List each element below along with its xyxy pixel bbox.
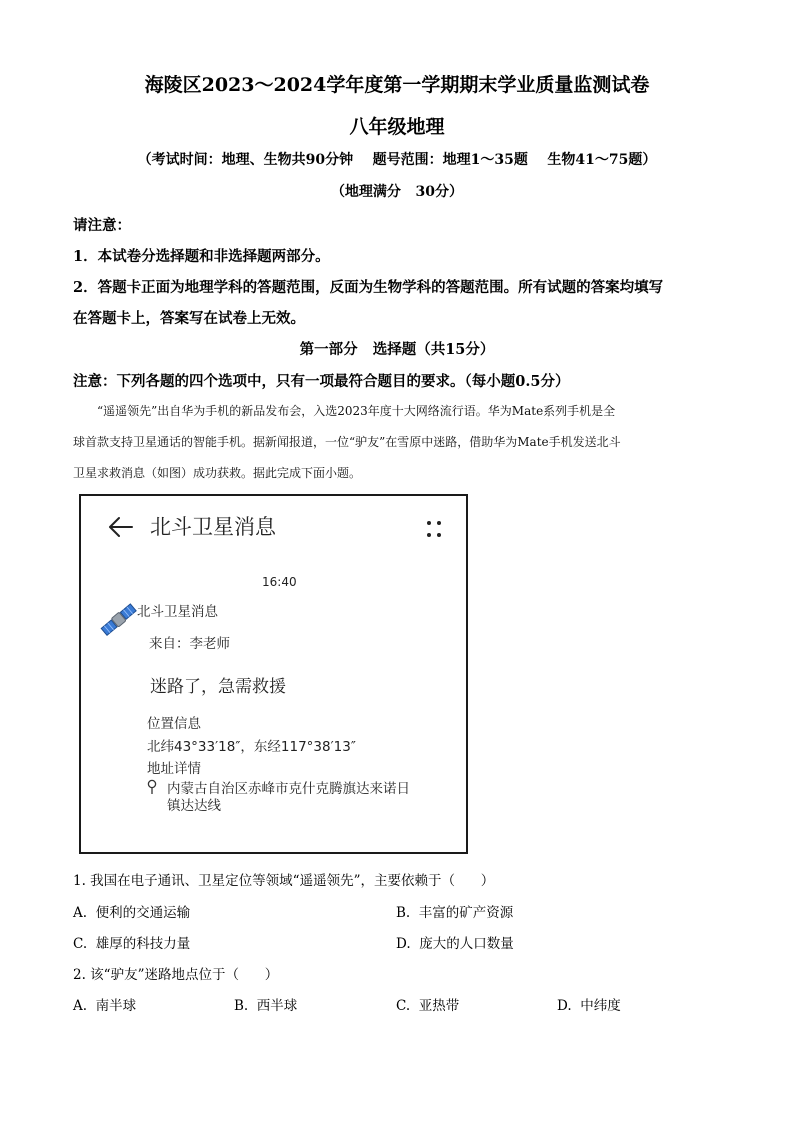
address-line-1: 内蒙古自治区赤峰市克什克腾旗达来诺日 <box>167 781 410 797</box>
passage-line-1: “遥遥领先”出自华为手机的新品发布会，入选2023年度十大网络流行语。华为Mate系列手机是全 <box>97 404 616 418</box>
message-text: 迷路了，急需救援 <box>150 677 286 697</box>
phone-screenshot-figure <box>79 494 468 854</box>
more-dots-icon <box>425 518 443 540</box>
question-2-option-a[interactable]: A. 南半球 <box>73 998 137 1014</box>
exam-time-info: （考试时间：地理、生物共90分钟 题号范围：地理1～35题 生物41～75题） <box>137 152 657 168</box>
note-item-2-line-1: 2．答题卡正面为地理学科的答题范围，反面为生物学科的答题范围。所有试题的答案均填写 <box>73 279 664 296</box>
location-label: 位置信息 <box>147 716 201 732</box>
coordinates: 北纬43°33′18″，东经117°38′13″ <box>147 739 356 755</box>
address-line-2: 镇达达线 <box>167 798 221 814</box>
section-title: 第一部分 选择题（共15分） <box>299 341 495 358</box>
back-arrow-icon <box>108 516 134 538</box>
note-item-1: 1．本试卷分选择题和非选择题两部分。 <box>73 248 330 265</box>
question-2-stem: 2. 该“驴友”迷路地点位于（ ） <box>73 967 279 983</box>
question-1-option-c[interactable]: C. 雄厚的科技力量 <box>73 936 191 952</box>
score-info: （地理满分 30分） <box>330 184 464 200</box>
question-2-option-b[interactable]: B. 西半球 <box>234 998 298 1014</box>
message-time: 16:40 <box>262 575 297 589</box>
address-label: 地址详情 <box>147 761 201 777</box>
section-instruction: 注意：下列各题的四个选项中，只有一项最符合题目的要求。（每小题0.5分） <box>73 373 570 390</box>
exam-title: 海陵区2023～2024学年度第一学期期末学业质量监测试卷 <box>144 74 650 96</box>
notes-heading: 请注意： <box>73 217 131 234</box>
question-2-option-c[interactable]: C. 亚热带 <box>396 998 460 1014</box>
note-item-2-line-2: 在答题卡上，答案写在试卷上无效。 <box>73 310 305 327</box>
screen-header-title: 北斗卫星消息 <box>150 515 276 539</box>
location-pin-icon <box>147 779 157 795</box>
exam-subtitle: 八年级地理 <box>349 116 445 138</box>
sender-from: 来自：李老师 <box>149 636 230 652</box>
passage-line-3: 卫星求救消息（如图）成功获救。据此完成下面小题。 <box>73 466 362 480</box>
question-1-option-b[interactable]: B. 丰富的矿产资源 <box>396 905 514 921</box>
passage-line-2: 球首款支持卫星通话的智能手机。据新闻报道，一位“驴友”在雪原中迷路，借助华为Mate手机发送北斗 <box>73 435 621 449</box>
question-2-option-d[interactable]: D. 中纬度 <box>557 998 621 1014</box>
question-1-stem: 1. 我国在电子通讯、卫星定位等领域“遥遥领先”，主要依赖于（ ） <box>73 873 495 889</box>
question-1-option-a[interactable]: A. 便利的交通运输 <box>73 905 191 921</box>
satellite-icon <box>99 600 139 640</box>
sender-title: 北斗卫星消息 <box>137 604 218 620</box>
question-1-option-d[interactable]: D. 庞大的人口数量 <box>396 936 514 952</box>
